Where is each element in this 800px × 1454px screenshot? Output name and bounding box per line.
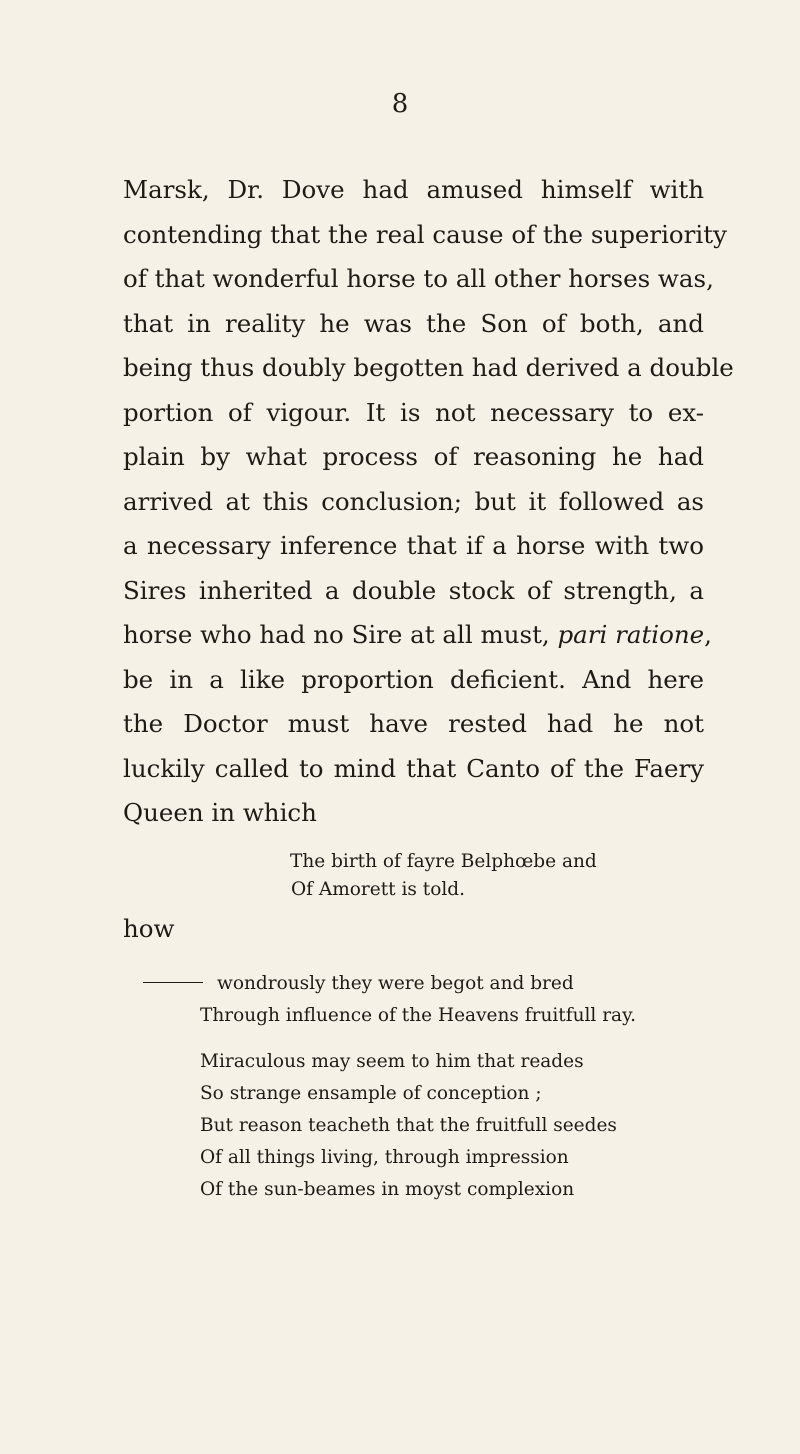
prose-line: portion of vigour. It is not necessary to ex- xyxy=(123,397,704,427)
verse-line: So strange ensample of conception ; xyxy=(200,1083,542,1104)
prose-line: contending that the real cause of the superiority xyxy=(123,219,727,249)
prose-line: a necessary inference that if a horse with two xyxy=(123,531,704,560)
prose-text: , xyxy=(704,620,712,649)
quote-line: The birth of fayre Belphœbe and xyxy=(290,851,597,872)
prose-line: Queen in which xyxy=(123,798,317,827)
prose-line: of that wonderful horse to all other horses was, xyxy=(123,264,714,293)
verse-text: wondrously they were begot and bred xyxy=(217,973,574,994)
quote-argument xyxy=(290,848,597,904)
verse-line: Of all things living, through impression xyxy=(200,1147,569,1168)
verse-line: Miraculous may seem to him that reades xyxy=(200,1051,584,1072)
prose-line-with-italic xyxy=(123,613,712,658)
verse-line: Of the sun-beames in moyst complexion xyxy=(200,1179,575,1200)
prose-line: plain by what process of reasoning he had xyxy=(123,442,704,471)
verse-line: But reason teacheth that the fruitfull seedes xyxy=(200,1115,617,1136)
verse-line: Through influence of the Heavens fruitfull ray. xyxy=(200,1005,636,1026)
prose-line: Marsk, Dr. Dove had amused himself with xyxy=(123,175,704,204)
prose-line: being thus doubly begotten had derived a double xyxy=(123,353,734,382)
prose-line: luckily called to mind that Canto of the Faery xyxy=(123,753,704,783)
prose-text: horse who had no Sire at all must, xyxy=(123,620,558,649)
em-rule xyxy=(143,982,203,983)
page-number: 8 xyxy=(391,89,409,119)
prose-line: arrived at this conclusion; but it followed as xyxy=(123,486,704,516)
prose-word: how xyxy=(123,914,175,943)
prose-line: Sires inherited a double stock of strength, a xyxy=(123,575,704,605)
prose-line: that in reality he was the Son of both, and xyxy=(123,308,704,338)
quote-line: Of Amorett is told. xyxy=(291,879,465,900)
prose-line: be in a like proportion deficient. And here xyxy=(123,664,704,694)
latin-phrase: pari ratione xyxy=(557,620,705,649)
verse-line xyxy=(143,969,574,999)
prose-paragraph xyxy=(123,168,734,836)
prose-line: the Doctor must have rested had he not xyxy=(123,709,704,738)
